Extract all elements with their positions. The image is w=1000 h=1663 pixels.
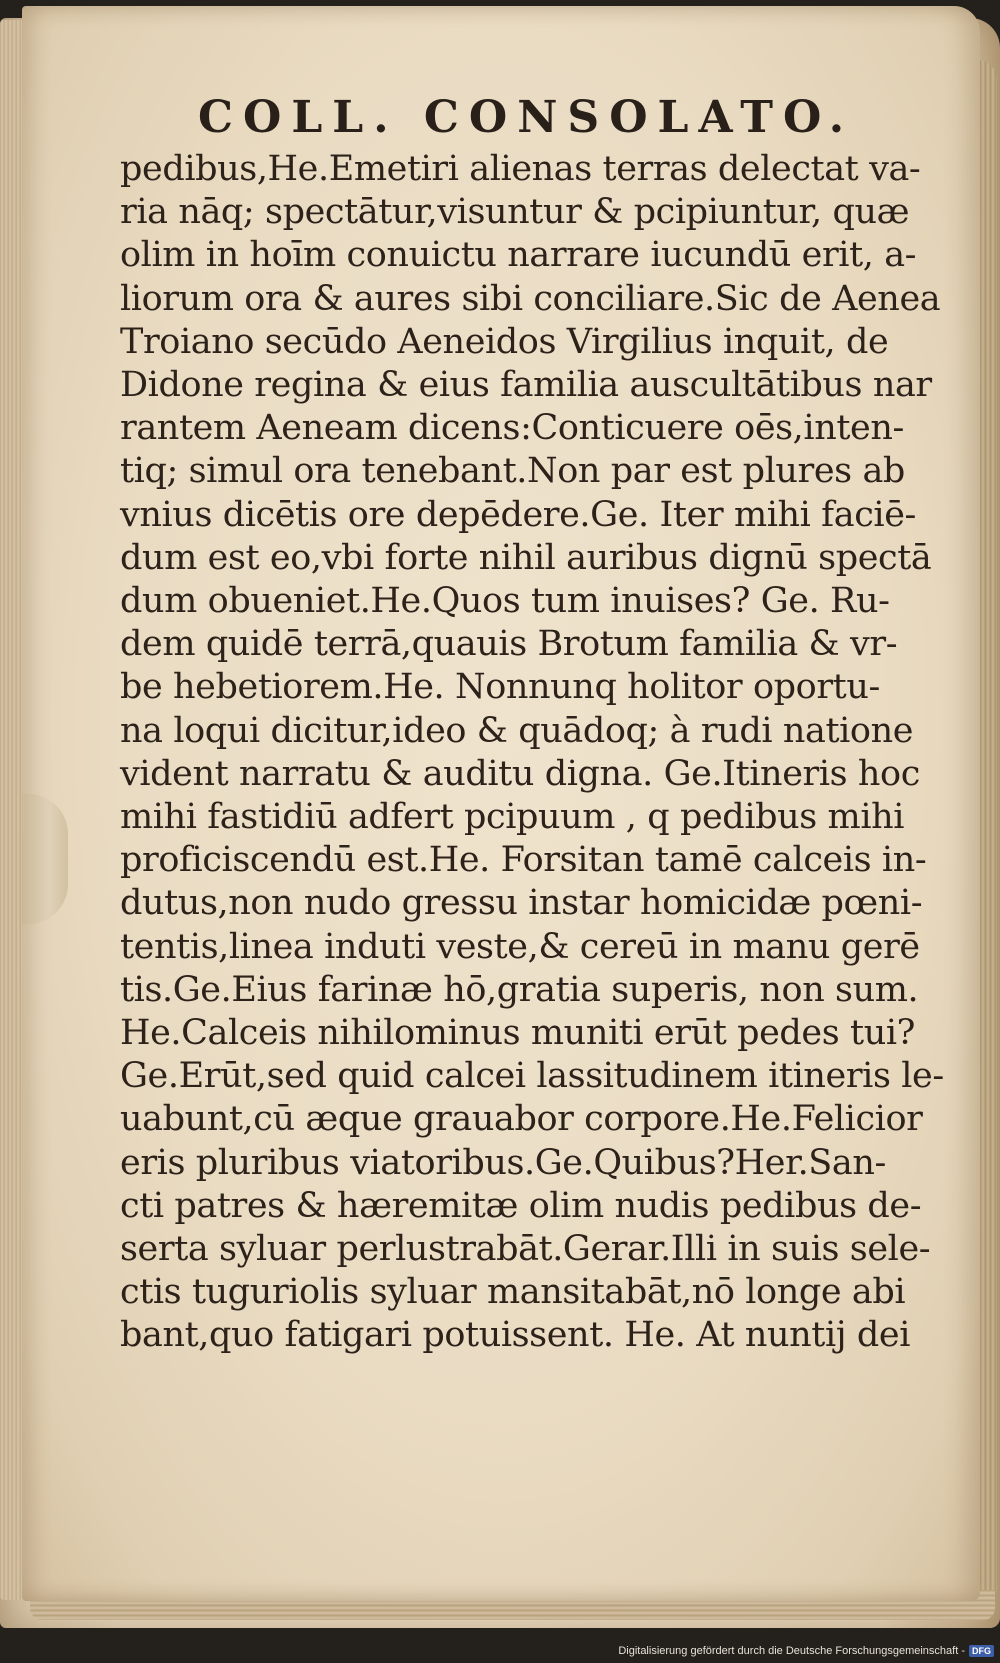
- text-line: Ge.Erūt,sed quid calcei lassitudinem itineris le-: [120, 1056, 944, 1097]
- digitization-credit: [618, 1645, 994, 1657]
- running-head: COLL. CONSOLATO.: [198, 92, 855, 143]
- text-line: ctis tuguriolis syluar mansitabāt,nō longe abi: [120, 1272, 906, 1313]
- text-line: eris pluribus viatoribus.Ge.Quibus?Her.San-: [120, 1142, 886, 1183]
- page-text: [120, 90, 944, 1358]
- text-line: be hebetiorem.He. Nonnunq holitor oportu-: [120, 667, 880, 708]
- text-line: tentis,linea induti veste,& cereū in manu gerē: [120, 926, 920, 967]
- text-line: Troiano secūdo Aeneidos Virgilius inquit, de: [120, 321, 889, 362]
- text-line: rantem Aeneam dicens:Conticuere oēs,inten-: [120, 408, 904, 449]
- text-line: dem quidē terrā,quauis Brotum familia & vr-: [120, 624, 898, 665]
- text-line: olim in hoīm conuictu narrare iucundū erit, a-: [120, 235, 917, 276]
- text-line: pedibus,He.Emetiri alienas terras delectat va-: [120, 149, 921, 189]
- text-line: proficiscendū est.He. Forsitan tamē calceis in-: [120, 840, 927, 881]
- text-line: mihi fastidiū adfert pcipuum , q pedibus mihi: [120, 797, 905, 838]
- dfg-logo: DFG: [969, 1645, 994, 1657]
- text-line: uabunt,cū æque grauabor corpore.He.Felicior: [120, 1099, 923, 1140]
- credit-text: Digitalisierung gefördert durch die Deutsche Forschungsgemeinschaft -: [618, 1645, 965, 1657]
- text-line: na loqui dicitur,ideo & quādoq; à rudi natione: [120, 710, 914, 751]
- text-line: bant,quo fatigari potuissent. He. At nuntij dei: [120, 1315, 911, 1356]
- page-tab-marker: [22, 794, 68, 924]
- text-line: vident narratu & auditu digna. Ge.Itineris hoc: [120, 753, 920, 794]
- text-line: liorum ora & aures sibi conciliare.Sic de Aenea: [120, 278, 941, 319]
- text-line: serta syluar perlustrabāt.Gerar.Illi in suis sele-: [120, 1229, 931, 1270]
- text-line: dum obueniet.He.Quos tum inuises? Ge. Ru-: [120, 581, 890, 622]
- text-line: tis.Ge.Eius farinæ hō,gratia superis, non sum.: [120, 969, 919, 1010]
- text-line: ria nāq; spectātur,visuntur & pcipiuntur, quæ: [120, 192, 910, 233]
- body-text: [120, 148, 944, 1358]
- text-line: tiq; simul ora tenebant.Non par est plures ab: [120, 451, 905, 492]
- text-line: cti patres & hæremitæ olim nudis pedibus de-: [120, 1185, 922, 1226]
- text-line: He.Calceis nihilominus muniti erūt pedes tui?: [120, 1013, 915, 1054]
- text-line: dum est eo,vbi forte nihil auribus dignū spectā: [120, 537, 932, 578]
- text-line: dutus,non nudo gressu instar homicidæ pœni-: [120, 883, 923, 924]
- left-page-edges: [0, 20, 24, 1600]
- text-line: Didone regina & eius familia auscultātibus nar: [120, 365, 932, 406]
- text-line: vnius dicētis ore depēdere.Ge. Iter mihi faciē-: [120, 494, 916, 535]
